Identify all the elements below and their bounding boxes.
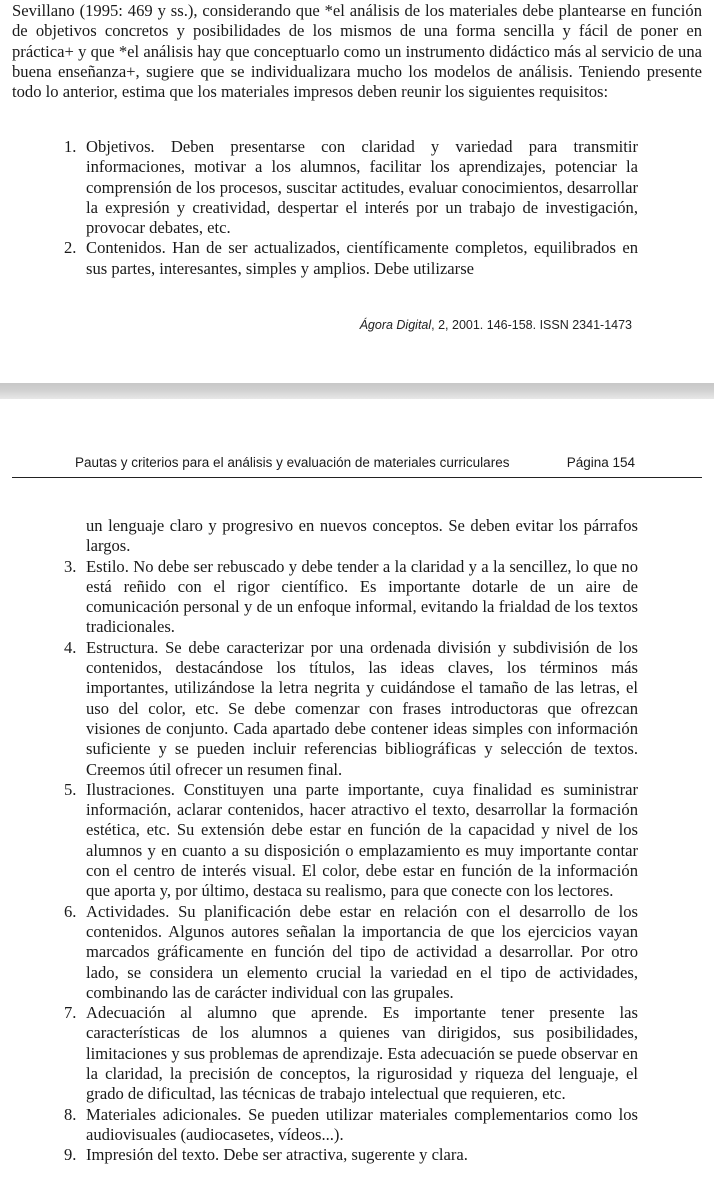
page-footer-citation: [0, 318, 632, 332]
journal-name: Ágora Digital: [359, 318, 432, 332]
list-item-continuation: [86, 516, 638, 557]
list-item-text: Actividades. Su planificación debe estar en relación con el desarrollo de los contenidos. Algunos autores señalan la importancia de que los ejercicios vayan marcados gráficamente en función del tipo de actividad a desarrollar. Por otro lado, se considera un elemento crucial la variedad en el tipo de actividades, combinando las de carácter individual con las grupales.: [86, 901, 638, 1002]
list-item-impresion: [64, 1145, 638, 1165]
list-item-estilo: [64, 556, 638, 638]
list-item-text: Estilo. No debe ser rebuscado y debe tender a la claridad y a la sencillez, lo que no está reñido con el rigor científico. Es importante dotarle de un aire de comunicación personal y de un enfoque informal, evitando la frialdad de los textos tradicionales.: [86, 556, 638, 637]
requirements-list-page-154: [64, 516, 638, 1166]
page-break-divider: [0, 383, 714, 399]
list-item-number: 8.: [64, 1104, 77, 1124]
list-item-actividades: [64, 901, 638, 1003]
list-item-text: Materiales adicionales. Se pueden utilizar materiales complementarios como los audiovisuales (audiocasetes, vídeos...).: [86, 1104, 638, 1144]
list-item-text: Impresión del texto. Debe ser atractiva, sugerente y clara.: [86, 1145, 468, 1165]
list-item-number: 1.: [64, 137, 77, 156]
continuation-text: un lenguaje claro y progresivo en nuevos conceptos. Se deben evitar los párrafos largos.: [86, 516, 638, 556]
list-item-ilustraciones: [64, 779, 638, 902]
running-title: Pautas y criterios para el análisis y evaluación de materiales curriculares: [75, 455, 510, 470]
list-item-objetivos: [64, 137, 638, 238]
list-item-number: 7.: [64, 1003, 77, 1023]
requirements-list-page-153: [64, 137, 638, 279]
intro-paragraph: Sevillano (1995: 469 y ss.), considerando que *el análisis de los materiales debe plantearse en función de objetivos concretos y posibilidades de los mismos de una forma sencilla y fácil de poner en práctica+ y que *el análisis hay que conceptuarlo como un instrumento didáctico más al servicio de una buena enseñanza+, sugiere que se individualizara mucho los modelos de análisis. Teniendo presente todo lo anterior, estima que los materiales impresos deben reunir los siguientes requisitos:: [12, 1, 702, 102]
list-item-number: 2.: [64, 238, 77, 258]
header-rule: [12, 477, 702, 478]
list-item-materiales-adicionales: [64, 1104, 638, 1146]
list-item-text: Adecuación al alumno que aprende. Es importante tener presente las características de los alumnos a quienes van dirigidos, sus posibilidades, limitaciones y sus problemas de aprendizaje. Esta adecuación se puede observar en la claridad, la precisión de conceptos, la rigurosidad y riqueza del lenguaje, el grado de dificultad, las técnicas de trabajo intelectual que requieren, etc.: [86, 1003, 638, 1104]
list-item-text: Ilustraciones. Constituyen una parte importante, cuya finalidad es suministrar información, aclarar contenidos, hacer atractivo el texto, desarrollar la formación estética, etc. Su extensión debe estar en función de la capacidad y nivel de los alumnos y en cuanto a su disposición o emplazamiento es muy importante contar con el centro de interés visual. El color, debe estar en función de la información que aporta y, por último, destaca su realismo, para que conecte con los lectores.: [86, 779, 638, 901]
list-item-text: Estructura. Se debe caracterizar por una ordenada división y subdivisión de los contenidos, destacándose los títulos, las ideas claves, los términos más importantes, utilizándose la letra negrita y cuidándose el tamaño de las letras, el uso del color, etc. Se debe comenzar con frases introductoras que ofrezcan visiones de conjunto. Cada apartado debe contener ideas simples con información suficiente y se pueden incluir referencias bibliográficas y selección de textos. Creemos útil ofrecer un resumen final.: [86, 637, 638, 779]
list-item-number: 3.: [64, 556, 77, 576]
list-item-text: Objetivos. Deben presentarse con claridad y variedad para transmitir informaciones, motivar a los alumnos, facilitar los aprendizajes, potenciar la comprensión de los procesos, suscitar actitudes, evaluar conocimientos, desarrollar la expresión y creatividad, despertar el interés por un trabajo de investigación, provocar debates, etc.: [86, 137, 638, 238]
list-item-number: 4.: [64, 637, 77, 657]
list-item-contenidos: [64, 238, 638, 279]
list-item-adecuacion: [64, 1003, 638, 1104]
list-item-text: Contenidos. Han de ser actualizados, científicamente completos, equilibrados en sus partes, interesantes, simples y amplios. Debe utilizarse: [86, 238, 638, 278]
list-item-number: 6.: [64, 901, 77, 921]
list-item-estructura: [64, 637, 638, 780]
list-item-number: 5.: [64, 779, 77, 799]
page-number: Página 154: [566, 455, 635, 470]
list-item-number: 9.: [64, 1145, 77, 1165]
citation-details: , 2, 2001. 146-158. ISSN 2341-1473: [431, 318, 632, 332]
